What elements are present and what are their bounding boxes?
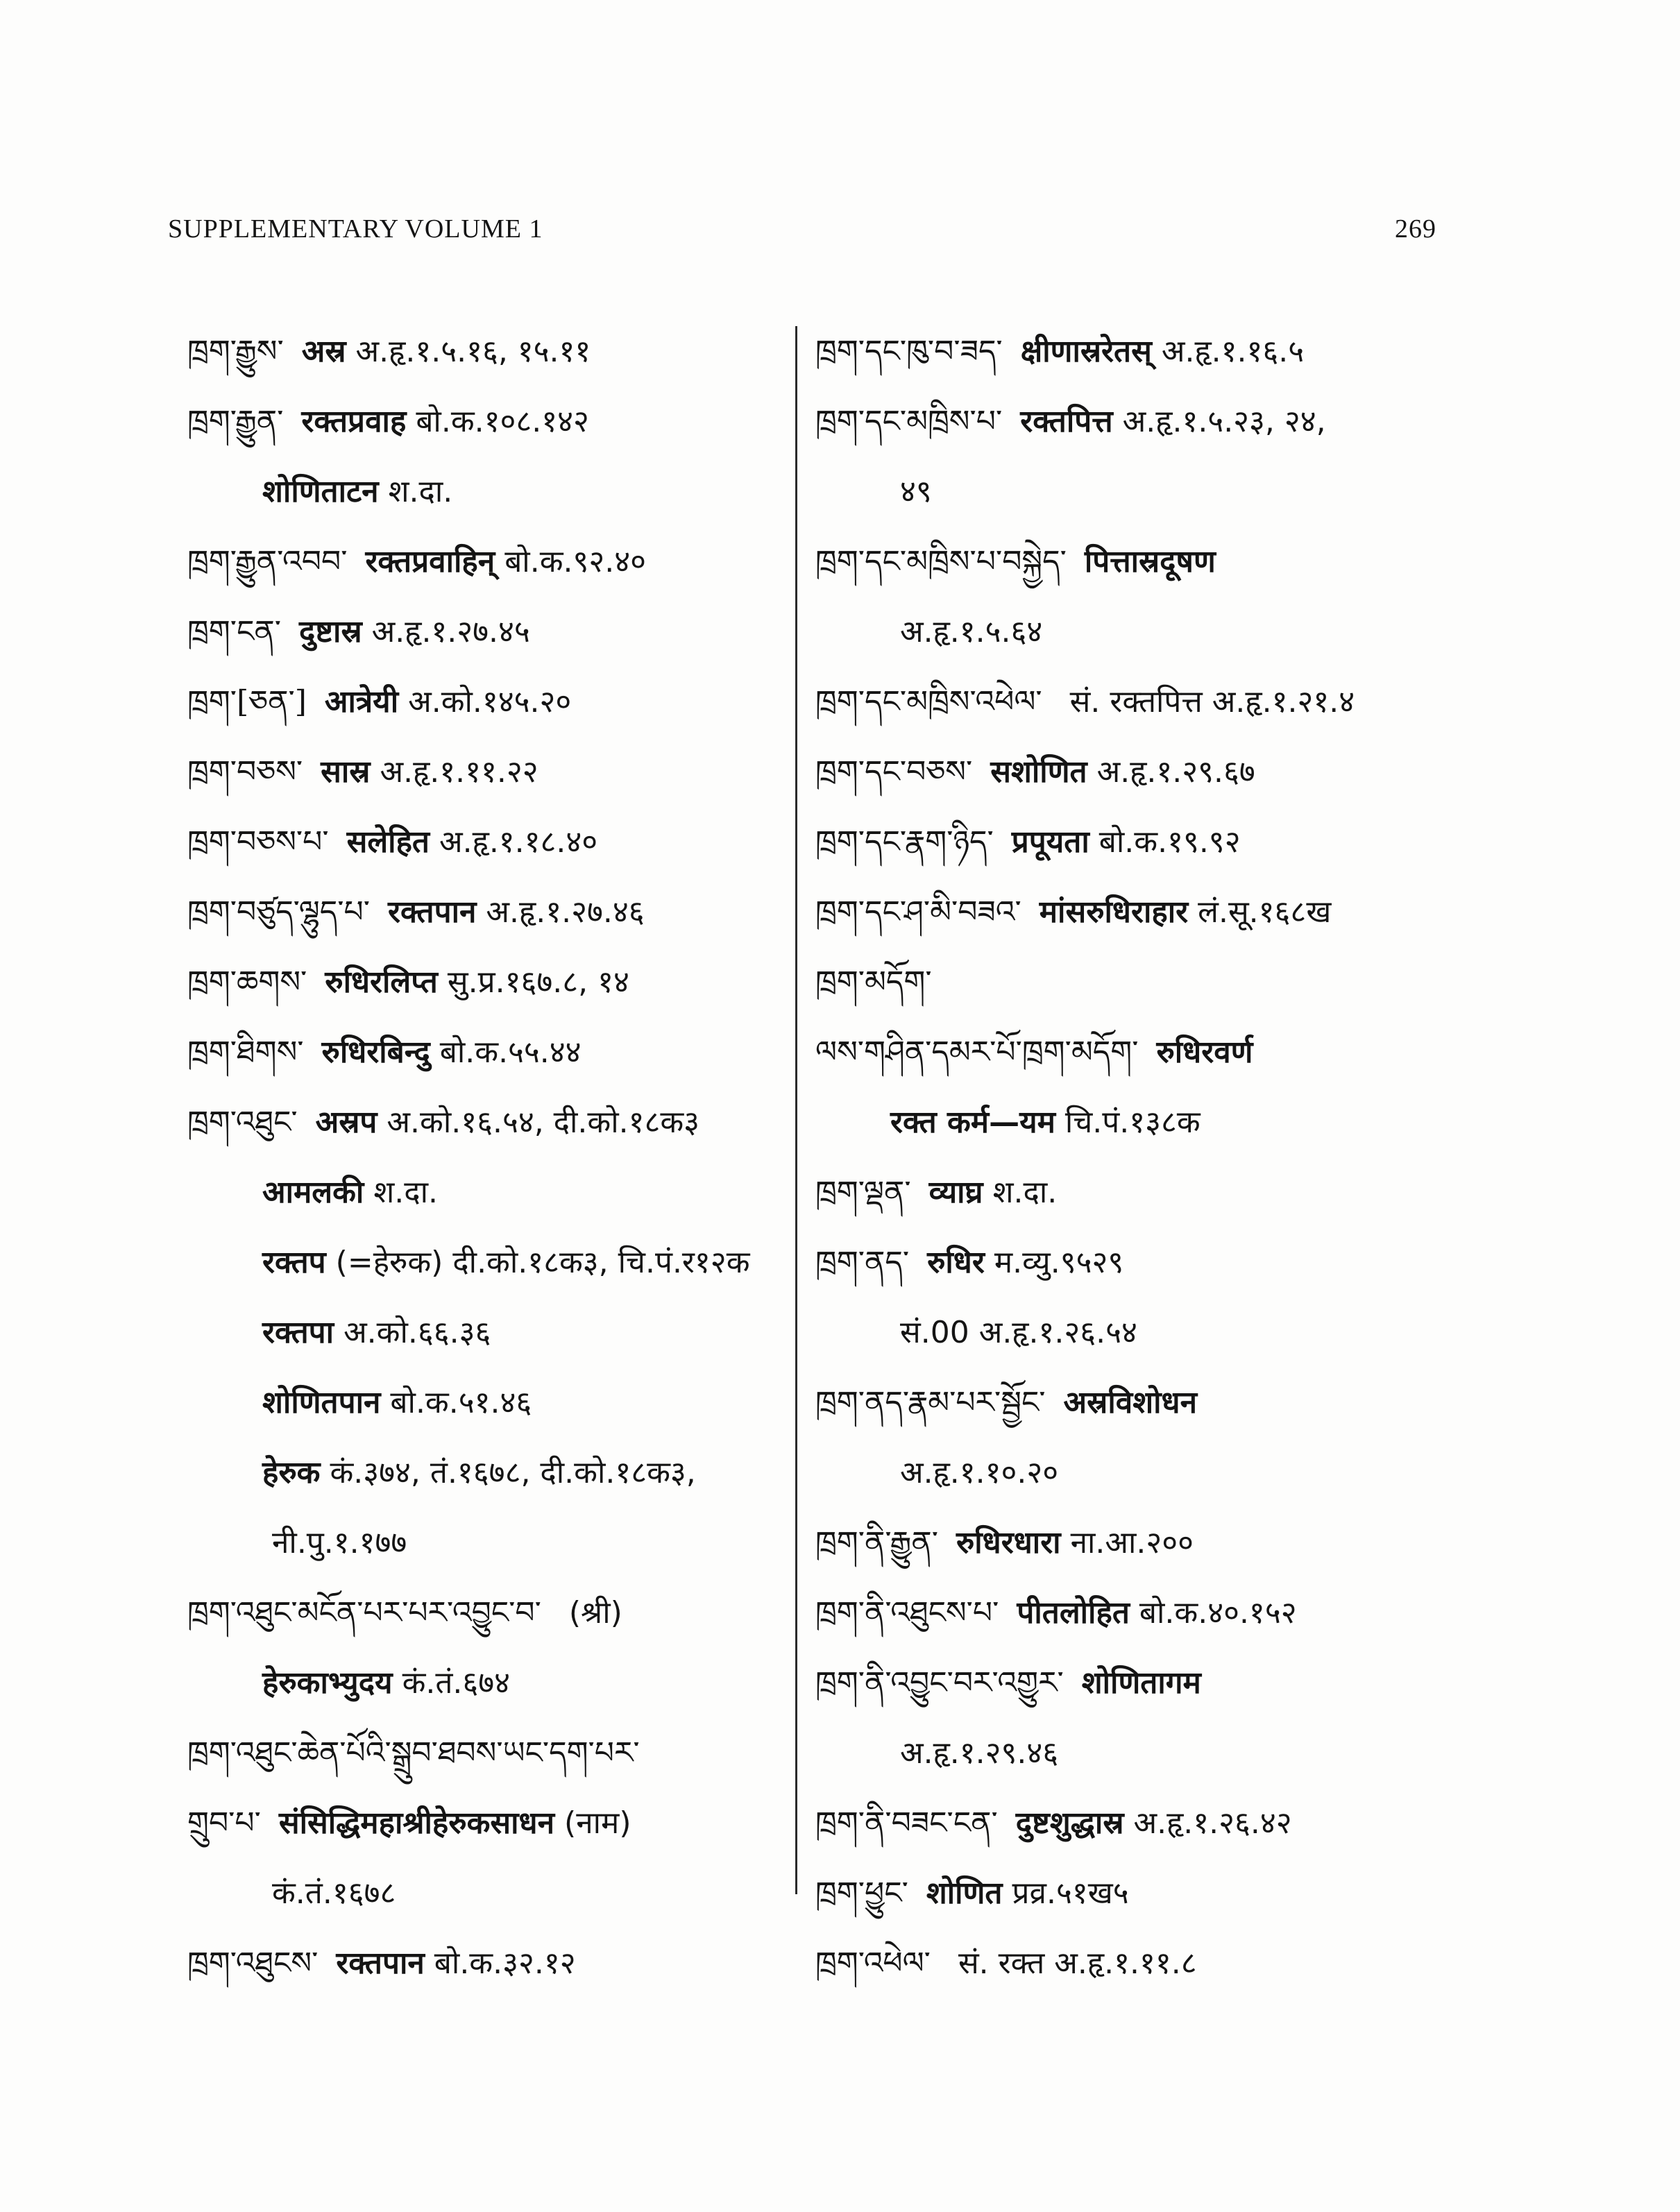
tibetan-headword: ཁྲག་ནི་རྒྱུན་ [815, 1525, 938, 1560]
sanskrit-equivalent: रक्तप्रवाह [301, 404, 407, 439]
tibetan-headword: ཁྲག་དང་མཁྲིས་པ་བསྐྱེད་ [815, 544, 1067, 579]
source-reference: कं.३७४, तं.१६७८, दी.को.१८क३, [330, 1455, 696, 1490]
tibetan-headword: ཁྲག་རྒྱུན་ [187, 404, 284, 439]
sanskrit-equivalent: पित्तास्रदूषण [1084, 544, 1216, 579]
dictionary-entry [187, 1928, 798, 1998]
sanskrit-equivalent: रुधिरधारा [956, 1525, 1061, 1560]
sanskrit-equivalent: रक्त कर्म—यम [890, 1105, 1055, 1140]
sanskrit-equivalent: शोणित [926, 1875, 1003, 1911]
sanskrit-equivalent: रक्तपान [336, 1946, 425, 1981]
source-reference: ना.आ.२०० [1070, 1525, 1194, 1560]
page-number: 269 [1395, 214, 1436, 244]
source-reference: अ.हृ.१.५.१६, १५.११ [355, 334, 591, 369]
source-reference: (श्री) [568, 1595, 622, 1631]
sanskrit-equivalent: रुधिर [927, 1245, 985, 1280]
dictionary-entry [187, 1017, 798, 1087]
sanskrit-equivalent: अस्र [301, 334, 346, 369]
sanskrit-equivalent: अस्रविशोधन [1063, 1385, 1198, 1420]
tibetan-headword: ཁྲག་དང་བཅས་ [815, 754, 973, 790]
dictionary-entry [187, 457, 798, 527]
dictionary-entry [815, 527, 1426, 597]
sanskrit-equivalent: प्रपूयता [1011, 824, 1089, 860]
dictionary-entry [815, 667, 1426, 737]
source-reference: कं.तं.६७४ [402, 1665, 511, 1701]
tibetan-headword: ཁྲག་ནད་ [815, 1245, 910, 1280]
sanskrit-equivalent: शोणिताटन [262, 474, 379, 509]
source-reference: अ.हृ.१.१८.४० [439, 824, 598, 860]
source-reference: लं.सू.१६८ख [1198, 894, 1332, 930]
source-reference: चि.पं.१३८क [1064, 1105, 1200, 1140]
dictionary-entry [187, 1578, 798, 1648]
source-reference: अ.हृ.१.५.२३, २४, [1122, 404, 1326, 439]
dictionary-entry [187, 527, 798, 597]
sanskrit-equivalent: शोणितागम [1081, 1665, 1201, 1701]
sanskrit-equivalent: अस्रप [315, 1105, 377, 1140]
sanskrit-equivalent: मांसरुधिराहार [1039, 894, 1189, 930]
dictionary-entry [187, 1438, 798, 1508]
source-reference: अ.हृ.१.२६.४२ [1133, 1805, 1292, 1841]
tibetan-headword: ཁྲག་འཐུང་ [187, 1105, 298, 1140]
dictionary-entry [815, 947, 1426, 1017]
tibetan-headword: ཁྲག་འཐུང་ཆེན་པོའི་སྒྲུབ་ཐབས་ཡང་དག་པར་ [187, 1735, 640, 1771]
dictionary-entry [187, 1087, 798, 1157]
tibetan-headword: ཁྲག་མདོག་ [815, 964, 932, 1000]
source-reference: नी.पु.१.१७७ [272, 1525, 407, 1560]
sanskrit-equivalent: आमलकी [262, 1175, 364, 1210]
source-reference: बो.क.५५.४४ [439, 1035, 582, 1070]
dictionary-entry [187, 737, 798, 807]
tibetan-headword: ཁྲག་དང་མཁྲིས་འཕེལ་ [815, 684, 1042, 720]
dictionary-entry [815, 1648, 1426, 1718]
tibetan-headword: ཁྲག་རྒྱུས་ [187, 334, 284, 369]
sanskrit-equivalent: रक्तपित्त [1020, 404, 1113, 439]
tibetan-headword: ཁྲག་དང་རྣག་ཉིད་ [815, 824, 994, 860]
sanskrit-equivalent: सलेहित [346, 824, 430, 860]
sanskrit-equivalent: हेरुकाभ्युदय [262, 1665, 393, 1701]
dictionary-entry [187, 877, 798, 947]
dictionary-entry [815, 737, 1426, 807]
sanskrit-equivalent: रुधिरवर्ण [1156, 1035, 1253, 1070]
dictionary-entry [187, 316, 798, 386]
source-reference: अ.को.१६.५४, दी.को.१८क३ [387, 1105, 700, 1140]
dictionary-entry [815, 386, 1426, 457]
source-reference: अ.को.१४५.२० [408, 684, 572, 720]
tibetan-headword: ལས་གཤིན་དམར་པོ་ཁྲག་མདོག་ [815, 1035, 1139, 1070]
sanskrit-equivalent: सशोणित [990, 754, 1087, 790]
dictionary-entry [815, 877, 1426, 947]
dictionary-entry [815, 1298, 1426, 1368]
sanskrit-equivalent: क्षीणास्ररेतस् [1020, 334, 1152, 369]
dictionary-entry [815, 1368, 1426, 1438]
source-reference: (नाम) [564, 1805, 631, 1841]
dictionary-entry [187, 597, 798, 667]
tibetan-headword: ཁྲག་འཐུང་མངོན་པར་པར་འབྱུང་བ་ [187, 1595, 541, 1631]
sanskrit-equivalent: रक्तपान [387, 894, 477, 930]
sanskrit-equivalent: शोणितपान [262, 1385, 381, 1420]
sanskrit-equivalent: रुधिरबिन्दु [321, 1035, 430, 1070]
source-reference: कं.तं.१६७८ [272, 1875, 396, 1911]
source-reference: बो.क.१०८.१४२ [416, 404, 589, 439]
source-reference: प्रव्र.५१ख५ [1012, 1875, 1129, 1911]
dictionary-entry [815, 1858, 1426, 1928]
source-reference: बो.क.५१.४६ [390, 1385, 532, 1420]
dictionary-entry [187, 947, 798, 1017]
tibetan-headword: ཁྲག་དང་ཤ་མི་བཟའ་ [815, 894, 1021, 930]
dictionary-entry [815, 1788, 1426, 1858]
sanskrit-equivalent: हेरुक [262, 1455, 321, 1490]
dictionary-entry [187, 1368, 798, 1438]
sanskrit-equivalent: रक्तप [262, 1245, 326, 1280]
tibetan-headword: ཁྲག་ནི་འབྱུང་བར་འགྱུར་ [815, 1665, 1064, 1701]
source-reference: बो.क.३२.१२ [434, 1946, 576, 1981]
dictionary-entry [187, 1718, 798, 1788]
tibetan-headword: ཁྲག་ཆགས་ [187, 964, 307, 1000]
source-reference: म.व्यु.९५२९ [994, 1245, 1124, 1280]
dictionary-entry [187, 1157, 798, 1227]
tibetan-headword: ཁྲག་དང་མཁྲིས་པ་ [815, 404, 1003, 439]
right-column [815, 316, 1426, 1998]
source-reference: श.दा. [992, 1175, 1058, 1210]
source-reference: अ.हृ.१.२९.४६ [900, 1735, 1059, 1771]
sanskrit-equivalent: पीतलोहित [1017, 1595, 1130, 1631]
tibetan-headword: གྲུབ་པ་ [187, 1805, 261, 1841]
tibetan-headword: ཁྲག་ནི་བཟང་ངན་ [815, 1805, 998, 1841]
source-reference: सु.प्र.१६७.८, १४ [447, 964, 629, 1000]
tibetan-headword: ཁྲག་རྒྱུན་འབབ་ [187, 544, 348, 579]
sanskrit-equivalent: आत्रेयी [324, 684, 399, 720]
tibetan-headword: ཁྲག་འཐུངས་ [187, 1946, 319, 1981]
column-rule [795, 326, 797, 1894]
dictionary-entry [815, 1017, 1426, 1087]
dictionary-entry [815, 316, 1426, 386]
running-head-title: SUPPLEMENTARY VOLUME 1 [168, 214, 543, 244]
tibetan-headword: ཁྲག་དང་ཁུ་བ་ཟད་ [815, 334, 1003, 369]
dictionary-entry [815, 1928, 1426, 1998]
dictionary-entry [815, 1578, 1426, 1648]
sanskrit-equivalent: दुष्टशुद्धास्र [1015, 1805, 1124, 1841]
tibetan-headword: ཁྲག་ངན་ [187, 614, 281, 649]
source-reference: बो.क.४०.१५२ [1139, 1595, 1297, 1631]
source-reference: बो.क.१९.९२ [1098, 824, 1241, 860]
source-reference: अ.हृ.१.११.२२ [380, 754, 538, 790]
left-column [187, 316, 798, 1998]
dictionary-entry [187, 1648, 798, 1718]
tibetan-headword: ཁྲག་ནད་རྣམ་པར་སྦྱོང་ [815, 1385, 1046, 1420]
source-reference: अ.को.६६.३६ [343, 1315, 491, 1350]
sanskrit-equivalent: दुष्टास्र [299, 614, 362, 649]
dictionary-entry [815, 1227, 1426, 1298]
dictionary-entry [187, 1858, 798, 1928]
source-reference: (=हेरुक) दी.को.१८क३, चि.पं.र१२क [335, 1245, 750, 1280]
tibetan-headword: ཁྲག་འཕེལ་ [815, 1946, 931, 1981]
source-reference: अ.हृ.१.२७.४५ [371, 614, 530, 649]
dictionary-entry [815, 1438, 1426, 1508]
sanskrit-equivalent: संसिद्धिमहाश्रीहेरुकसाधन [278, 1805, 555, 1841]
sanskrit-equivalent: सास्र [321, 754, 371, 790]
dictionary-entry [815, 807, 1426, 877]
dictionary-entry [815, 597, 1426, 667]
dictionary-entry [815, 457, 1426, 527]
tibetan-headword: ཁྲག་ལྡན་ [815, 1175, 911, 1210]
source-reference: सं. रक्त अ.हृ.१.११.८ [958, 1946, 1197, 1981]
tibetan-headword: ཁྲག་ནི་འཐུངས་པ་ [815, 1595, 999, 1631]
source-reference: श.दा. [373, 1175, 438, 1210]
source-reference: अ.हृ.१.२९.६७ [1096, 754, 1255, 790]
source-reference: अ.हृ.१.१६.५ [1161, 334, 1305, 369]
dictionary-entry [815, 1087, 1426, 1157]
source-reference: श.दा. [388, 474, 453, 509]
dictionary-entry [815, 1157, 1426, 1227]
tibetan-headword: ཁྲག་ཐིགས་ [187, 1035, 304, 1070]
source-reference: अ.हृ.१.१०.२० [900, 1455, 1059, 1490]
dictionary-entry [187, 807, 798, 877]
dictionary-entry [187, 1788, 798, 1858]
source-reference: ४९ [900, 474, 932, 509]
dictionary-entry [815, 1508, 1426, 1578]
source-reference: सं. रक्तपित्त अ.हृ.१.२१.४ [1069, 684, 1355, 720]
source-reference: अ.हृ.१.२७.४६ [486, 894, 645, 930]
dictionary-entry [187, 1298, 798, 1368]
dictionary-entry [187, 1508, 798, 1578]
sanskrit-equivalent: रुधिरलिप्त [325, 964, 438, 1000]
sanskrit-equivalent: व्याघ्र [928, 1175, 983, 1210]
dictionary-entry [187, 386, 798, 457]
sanskrit-equivalent: रक्तप्रवाहिन् [365, 544, 495, 579]
tibetan-headword: ཁྲག་བཅས་པ་ [187, 824, 329, 860]
tibetan-headword: ཁྲག་[ཅན་] [187, 684, 307, 720]
tibetan-headword: ཁྲག་བཅས་ [187, 754, 303, 790]
dictionary-entry [187, 1227, 798, 1298]
source-reference: बो.क.९२.४० [504, 544, 646, 579]
tibetan-headword: ཁྲག་ཕྱུང་ [815, 1875, 908, 1911]
sanskrit-equivalent: रक्तपा [262, 1315, 334, 1350]
source-reference: सं.00 अ.हृ.१.२६.५४ [900, 1315, 1137, 1350]
tibetan-headword: ཁྲག་བཙུད་ལྷུད་པ་ [187, 894, 370, 930]
dictionary-entry [187, 667, 798, 737]
dictionary-entry [815, 1718, 1426, 1788]
source-reference: अ.हृ.१.५.६४ [900, 614, 1043, 649]
